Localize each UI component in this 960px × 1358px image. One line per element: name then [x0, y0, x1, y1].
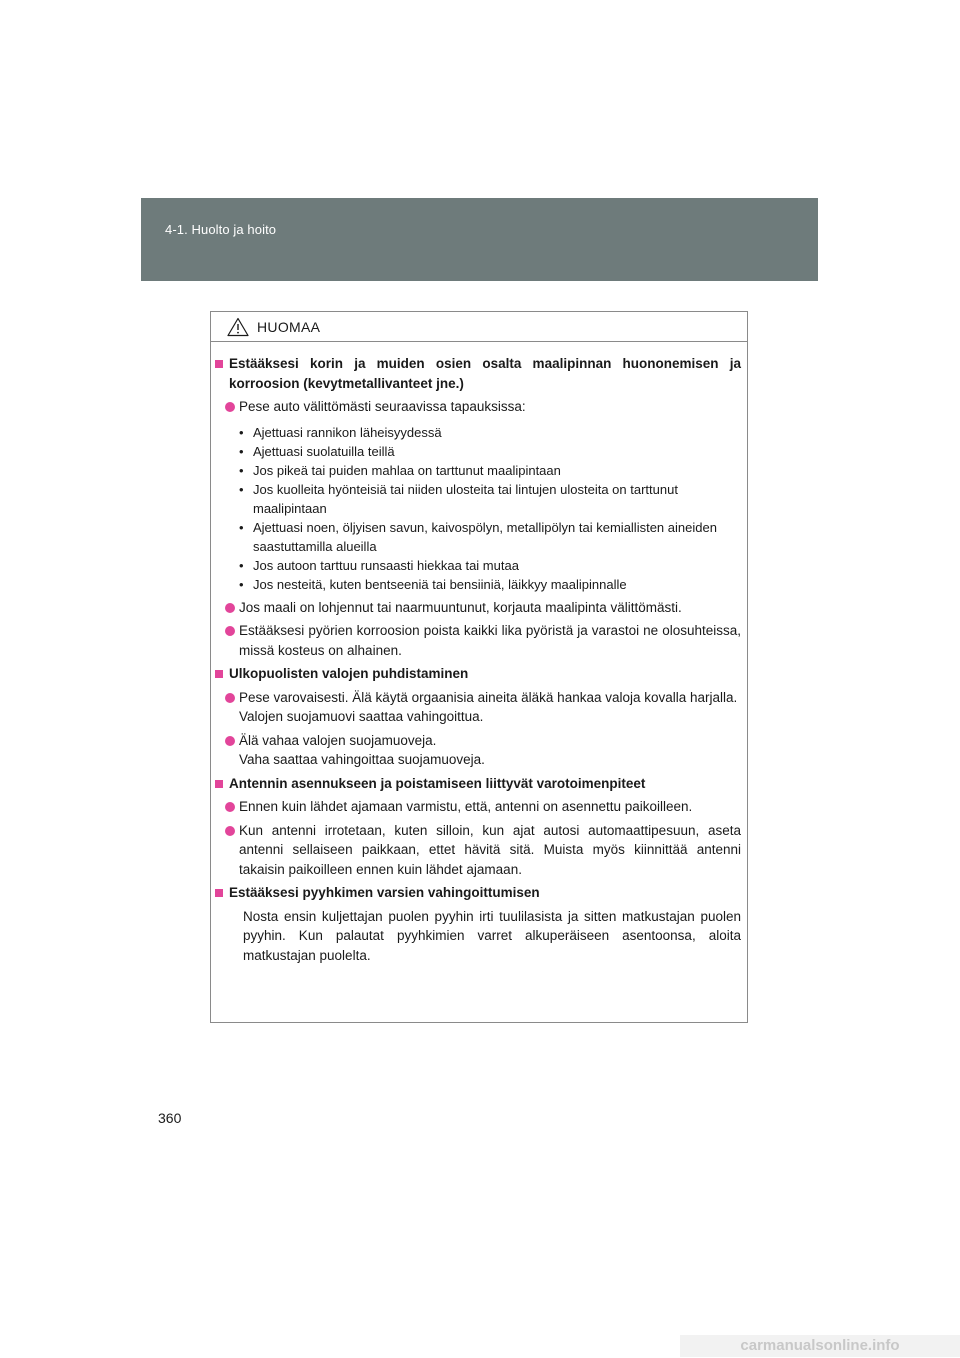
item-text: Kun antenni irrotetaan, kuten silloin, kun ajat autosi automaattipesuun, aseta antenni sellaiseen paikkaan, ettet hävitä sitä. Muista myös kiinnittää antenni takaisin paikoilleen ennen kuin lähdet ajamaan.	[239, 822, 741, 877]
sub-item-text: Jos kuolleita hyönteisiä tai niiden ulosteita tai lintujen ulosteita on tarttunut maalipintaan	[253, 481, 678, 516]
sub-bullet: •	[239, 462, 244, 478]
round-bullet-icon	[225, 693, 235, 703]
section-title: Antennin asennukseen ja poistamiseen liittyvät varotoimenpiteet	[229, 775, 646, 791]
sub-item-text: Ajettuasi noen, öljyisen savun, kaivospölyn, metallipölyn tai kemiallisten aineiden saastuttamilla alueilla	[253, 519, 717, 554]
sub-bullet: •	[239, 519, 244, 535]
round-bullet-icon	[225, 826, 235, 836]
sub-bullet: •	[239, 481, 244, 497]
square-bullet-icon	[215, 889, 223, 897]
list-item	[215, 688, 741, 727]
item-text	[239, 688, 741, 727]
sub-item	[239, 575, 741, 594]
item-line: Vaha saattaa vahingoittaa suojamuoveja.	[239, 752, 485, 767]
sub-item	[239, 556, 741, 575]
warning-triangle-icon	[227, 317, 249, 337]
sub-bullet: •	[239, 443, 244, 459]
item-line: Valojen suojamuovi saattaa vahingoittua.	[239, 709, 484, 724]
round-bullet-icon	[225, 603, 235, 613]
sub-item	[239, 461, 741, 480]
watermark: carmanualsonline.info	[680, 1335, 960, 1357]
sub-item-text: Jos nesteitä, kuten bentseeniä tai bensiiniä, läikkyy maalipinnalle	[253, 576, 627, 592]
square-bullet-icon	[215, 360, 223, 368]
list-item	[215, 797, 741, 817]
notice-body	[211, 342, 747, 965]
notice-header	[211, 312, 747, 342]
round-bullet-icon	[225, 736, 235, 746]
sub-item	[239, 518, 741, 556]
sub-list	[215, 423, 741, 594]
list-item	[215, 397, 741, 417]
section-header-band	[141, 198, 818, 281]
section-heading	[215, 354, 741, 393]
sub-item-text: Jos autoon tarttuu runsaasti hiekkaa tai mutaa	[253, 557, 519, 573]
page-number: 360	[158, 1110, 182, 1126]
item-line: Älä vahaa valojen suojamuoveja.	[239, 732, 437, 748]
round-bullet-icon	[225, 402, 235, 412]
section-heading	[215, 664, 741, 684]
sub-item-text: Ajettuasi suolatuilla teillä	[253, 443, 395, 459]
list-item	[215, 621, 741, 660]
section-heading	[215, 883, 741, 903]
item-text: Ennen kuin lähdet ajamaan varmistu, että, antenni on asennettu paikoilleen.	[239, 799, 693, 814]
sub-item-text: Jos pikeä tai puiden mahlaa on tarttunut maalipintaan	[253, 462, 561, 478]
sub-item-text: Ajettuasi rannikon läheisyydessä	[253, 424, 442, 440]
section-title: Estääksesi pyyhkimen varsien vahingoittumisen	[229, 885, 540, 900]
item-text: Jos maali on lohjennut tai naarmuuntunut, korjauta maalipinta välittömästi.	[239, 599, 682, 615]
notice-title: HUOMAA	[257, 318, 321, 335]
sub-bullet: •	[239, 576, 244, 592]
item-line: Pese varovaisesti. Älä käytä orgaanisia aineita äläkä hankaa valoja kovalla harjalla.	[239, 689, 738, 705]
sub-bullet: •	[239, 424, 244, 440]
item-text: Estääksesi pyörien korroosion poista kaikki lika pyöristä ja varastoi ne olosuhteissa, missä kosteus on alhainen.	[239, 623, 741, 658]
list-item	[215, 598, 741, 618]
sub-item	[239, 423, 741, 442]
list-item	[215, 821, 741, 880]
item-text: Pese auto välittömästi seuraavissa tapauksissa:	[239, 399, 526, 414]
square-bullet-icon	[215, 670, 223, 678]
sub-bullet: •	[239, 557, 244, 573]
square-bullet-icon	[215, 780, 223, 788]
section-title: Estääksesi korin ja muiden osien osalta maalipinnan huononemisen ja korroosion (kevytmetallivanteet jne.)	[229, 356, 741, 391]
item-text	[239, 731, 741, 770]
notice-box	[210, 311, 748, 1023]
list-item	[215, 731, 741, 770]
section-paragraph: Nosta ensin kuljettajan puolen pyyhin irti tuulilasista ja sitten matkustajan puolen pyyhin. Kun palautat pyyhkimien varret alkuperäiseen asentoonsa, aloita matkustajan puolelta.	[243, 908, 741, 963]
sub-item	[239, 480, 741, 518]
section-heading	[215, 774, 741, 794]
section-label: 4-1. Huolto ja hoito	[165, 222, 277, 237]
round-bullet-icon	[225, 626, 235, 636]
sub-item	[239, 442, 741, 461]
section-title: Ulkopuolisten valojen puhdistaminen	[229, 666, 469, 681]
round-bullet-icon	[225, 802, 235, 812]
